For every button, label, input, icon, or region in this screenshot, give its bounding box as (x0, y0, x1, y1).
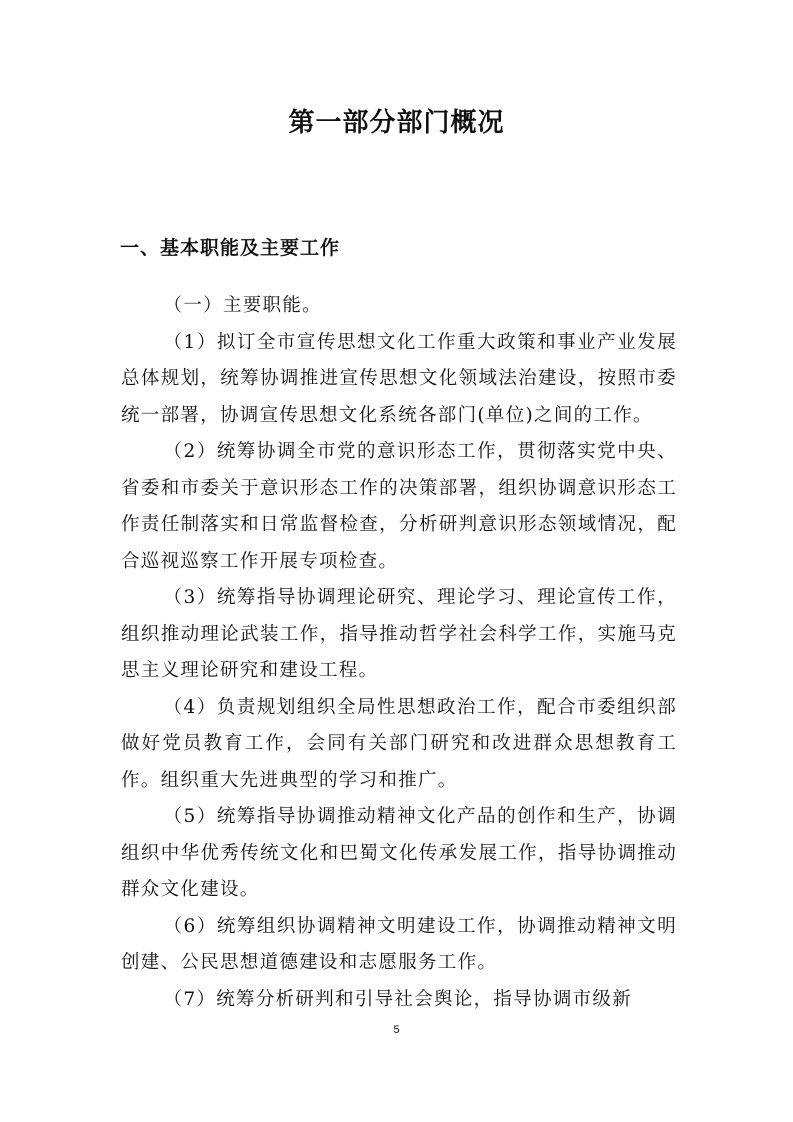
page-title: 第一部分部门概况 (288, 108, 505, 138)
paragraph: （3）统筹指导协调理论研究、理论学习、理论宣传工作，组织推动理论武装工作，指导推动哲学社会科学工作，实施马克思主义理论研究和建设工程。 (121, 587, 677, 681)
page-number: 5 (393, 1024, 400, 1036)
paragraph: （6）统筹组织协调精神文明建设工作，协调推动精神文明创建、公民思想道德建设和志愿服务工作。 (121, 915, 677, 973)
paragraph: （7）统筹分析研判和引导社会舆论，指导协调市级新 (163, 988, 633, 1010)
paragraph: （1）拟订全市宣传思想文化工作重大政策和事业产业发展总体规划，统筹协调推进宣传思想文化领域法治建设，按照市委统一部署，协调宣传思想文化系统各部门(单位)之间的工作。 (121, 331, 677, 426)
subheading: （一）主要职能。 (163, 295, 322, 316)
paragraph: （2）统筹协调全市党的意识形态工作，贯彻落实党中央、省委和市委关于意识形态工作的决策部署，组织协调意识形态工作责任制落实和日常监督检查，分析研判意识形态领域情况，配合巡视巡察工作开展专项检查。 (121, 441, 677, 572)
document-body (121, 288, 677, 1018)
section-heading: 一、基本职能及主要工作 (120, 237, 341, 259)
paragraph: （5）统筹指导协调推动精神文化产品的创作和生产，协调组织中华优秀传统文化和巴蜀文化传承发展工作，指导协调推动群众文化建设。 (121, 806, 677, 900)
paragraph: （4）负责规划组织全局性思想政治工作，配合市委组织部做好党员教育工作，会同有关部门研究和改进群众思想教育工作。组织重大先进典型的学习和推广。 (121, 696, 677, 791)
